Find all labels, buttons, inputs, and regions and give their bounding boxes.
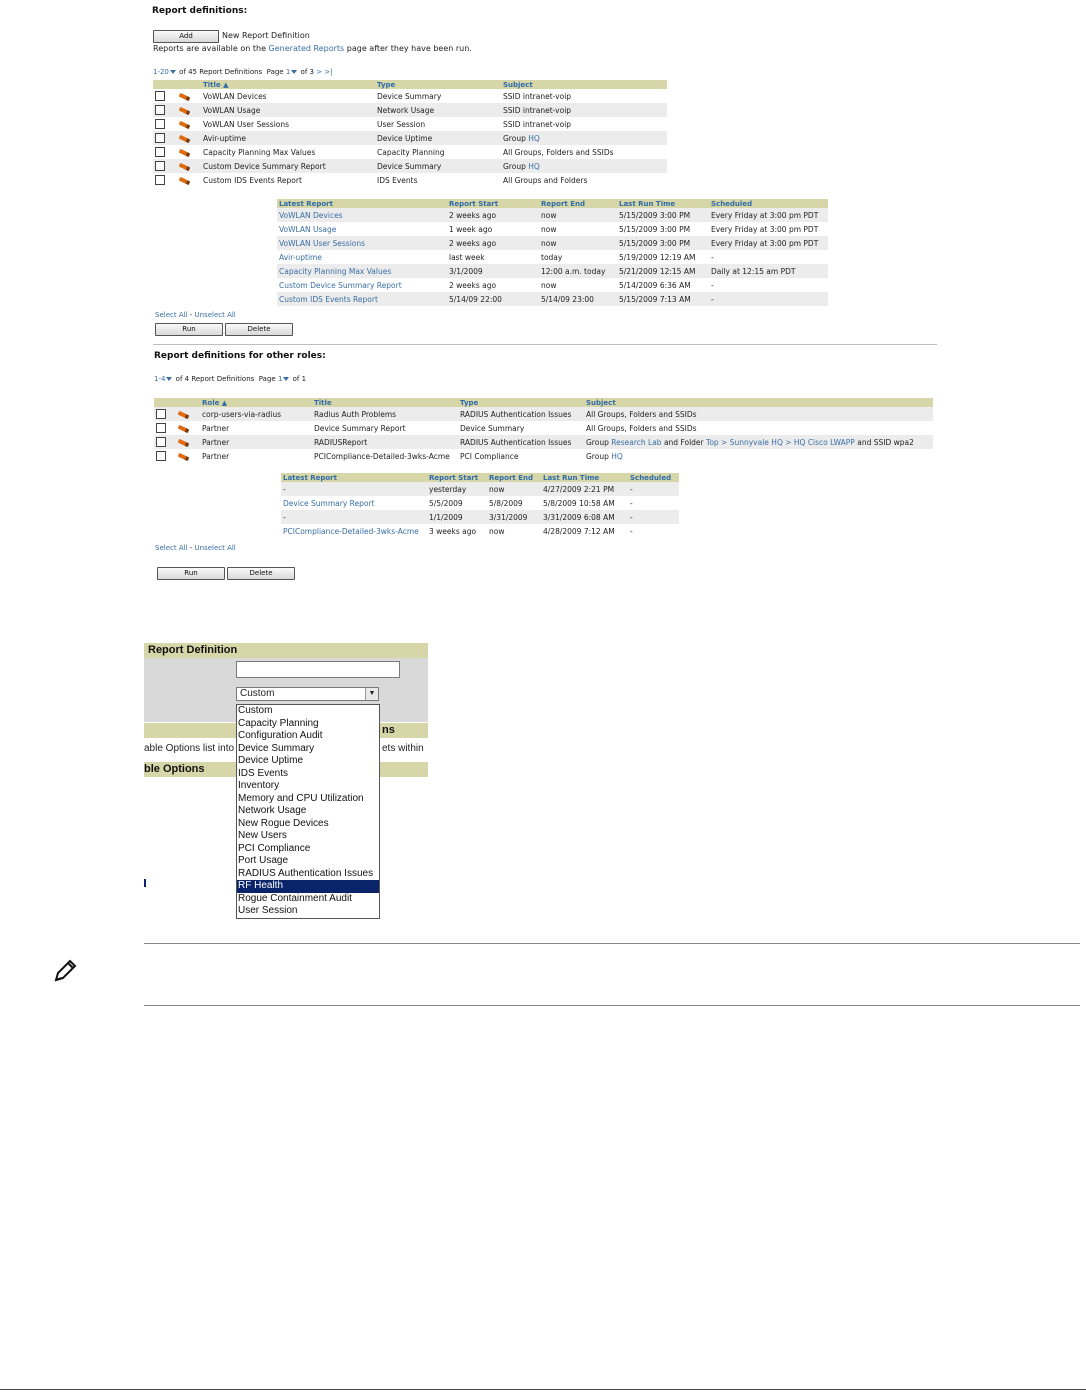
option-pci-compliance[interactable]: PCI Compliance: [238, 842, 311, 854]
latest-report-link[interactable]: PCICompliance-Detailed-3wks-Acme: [283, 526, 419, 536]
unselect-all-link[interactable]: Unselect All: [194, 311, 236, 319]
table-row: [277, 292, 828, 306]
delete-button[interactable]: Delete: [225, 323, 293, 336]
column-last-run[interactable]: Last Run Time: [541, 473, 628, 482]
row-subject: SSID intranet-voip: [503, 119, 572, 129]
page-label: Page: [266, 68, 284, 76]
column-type[interactable]: Type: [458, 398, 584, 407]
table-row: [153, 173, 667, 187]
option-custom[interactable]: Custom: [238, 705, 273, 716]
subject-text: and Folder: [663, 437, 704, 447]
row-subject: [584, 435, 933, 449]
partial-text: able Options list into: [144, 743, 235, 754]
last-run-time: 3/31/2009 6:08 AM: [541, 510, 628, 524]
column-report-end[interactable]: Report End: [539, 199, 617, 208]
latest-report-link[interactable]: Avir-uptime: [279, 252, 322, 262]
row-subject: All Groups and Folders: [503, 175, 588, 185]
dropdown-arrow-icon[interactable]: [283, 377, 289, 381]
subject-link[interactable]: Research Lab: [611, 437, 662, 447]
latest-report-link[interactable]: VoWLAN Usage: [279, 224, 337, 234]
report-start: 1 week ago: [449, 224, 493, 234]
row-title: PCICompliance-Detailed-3wks-Acme: [314, 451, 450, 461]
note-pencil-icon: [52, 958, 78, 984]
table-row: [277, 264, 828, 278]
scheduled: -: [628, 510, 679, 524]
report-start: 1/1/2009: [427, 510, 487, 524]
row-subject: All Groups, Folders and SSIDs: [503, 147, 614, 157]
table-row: [281, 496, 679, 510]
table-header: [281, 473, 679, 482]
table-row: [153, 117, 667, 131]
other-roles-title: Report definitions for other roles:: [154, 351, 326, 361]
option-memory-cpu[interactable]: Memory and CPU Utilization: [238, 792, 364, 804]
report-definitions-title: Report definitions:: [152, 6, 248, 16]
report-start: 5/5/2009: [429, 498, 463, 508]
subject-link[interactable]: Top > Sunnyvale HQ > HQ Cisco LWAPP: [706, 437, 855, 447]
option-rogue-containment-audit[interactable]: Rogue Containment Audit: [238, 892, 352, 904]
report-start: 2 weeks ago: [449, 280, 497, 290]
edit-pencil-icon[interactable]: [178, 452, 190, 460]
last-run-time: 5/15/2009 7:13 AM: [617, 292, 709, 306]
unselect-all-link[interactable]: Unselect All: [194, 544, 236, 552]
last-run-time: 5/8/2009 10:58 AM: [543, 498, 615, 508]
row-type: Capacity Planning: [377, 147, 445, 157]
option-configuration-audit[interactable]: Configuration Audit: [238, 730, 323, 741]
row-subject: All Groups, Folders and SSIDs: [586, 423, 697, 433]
row-role: Partner: [202, 423, 230, 433]
row-checkbox[interactable]: [155, 105, 165, 115]
table-row: [277, 222, 828, 236]
scheduled: Daily at 12:15 am PDT: [709, 264, 828, 278]
table-row: [153, 89, 667, 103]
table-row: [153, 131, 667, 145]
row-title: Avir-uptime: [201, 131, 375, 145]
table-row: [154, 449, 933, 463]
option-network-usage[interactable]: Network Usage: [238, 805, 307, 816]
edit-pencil-icon[interactable]: [179, 148, 191, 156]
column-last-run[interactable]: Last Run Time: [617, 199, 709, 208]
row-subject: SSID intranet-voip: [501, 103, 667, 117]
table-row: [153, 159, 667, 173]
add-button[interactable]: Add: [153, 30, 219, 43]
page-label: Page: [258, 375, 276, 383]
chevron-down-icon[interactable]: ▼: [365, 688, 378, 700]
row-role: corp-users-via-radius: [200, 407, 312, 421]
section-divider: [153, 344, 937, 345]
subject-text: Group: [586, 451, 609, 461]
row-subject: SSID intranet-voip: [503, 91, 572, 101]
last-run-time: 5/15/2009 3:00 PM: [617, 236, 709, 250]
delete-button[interactable]: Delete: [227, 567, 295, 580]
page-dropdown[interactable]: 1: [277, 375, 283, 383]
row-type: PCI Compliance: [460, 451, 519, 461]
report-details-table: [277, 199, 828, 306]
report-definition-title: Report Definition: [144, 643, 428, 658]
column-report-end[interactable]: Report End: [487, 473, 541, 482]
dropdown-arrow-icon[interactable]: [166, 377, 172, 381]
option-radius-auth-issues[interactable]: RADIUS Authentication Issues: [238, 867, 374, 879]
last-run-time: 5/19/2009 12:19 AM: [619, 252, 696, 262]
row-title: Radius Auth Problems: [312, 407, 458, 421]
row-role: Partner: [202, 451, 230, 461]
select-all-link[interactable]: Select All: [155, 544, 188, 552]
row-title: Custom Device Summary Report: [201, 159, 375, 173]
page-of: of 3: [300, 68, 314, 76]
row-title: Capacity Planning Max Values: [203, 147, 316, 157]
row-role: Partner: [200, 435, 312, 449]
note-bottom-rule: [144, 1005, 1080, 1006]
scheduled: Every Friday at 3:00 pm PDT: [709, 236, 828, 250]
scheduled: Every Friday at 3:00 pm PDT: [711, 224, 819, 234]
pagination-count: of 4 Report Definitions: [175, 375, 255, 383]
generated-reports-info: [153, 44, 472, 53]
report-type-selected: Custom: [240, 688, 275, 699]
last-run-time: 5/21/2009 12:15 AM: [617, 264, 709, 278]
column-report-start[interactable]: Report Start: [447, 199, 539, 208]
table-row: [277, 278, 828, 292]
last-run-time: 4/27/2009 2:21 PM: [541, 482, 628, 496]
report-end: now: [541, 280, 557, 290]
page-dropdown[interactable]: 1: [285, 68, 291, 76]
report-start: yesterday: [427, 482, 487, 496]
latest-report: -: [281, 482, 427, 496]
report-definition-panel: [144, 643, 428, 921]
row-type: Device Uptime: [375, 131, 501, 145]
note-pencil-icon: [52, 958, 78, 984]
subject-text: Group: [503, 161, 526, 171]
report-end: now: [487, 482, 541, 496]
range-dropdown[interactable]: 1-20: [153, 68, 169, 76]
option-inventory[interactable]: Inventory: [238, 780, 280, 791]
dropdown-arrow-icon[interactable]: [291, 70, 297, 74]
option-ids-events[interactable]: IDS Events: [238, 767, 289, 779]
run-button[interactable]: Run: [157, 567, 225, 580]
scheduled: Every Friday at 3:00 pm PDT: [709, 208, 828, 222]
row-type: Device Summary: [375, 159, 501, 173]
row-checkbox[interactable]: [155, 119, 165, 129]
row-type: Network Usage: [375, 103, 501, 117]
report-type-select[interactable]: [236, 687, 379, 701]
option-capacity-planning[interactable]: Capacity Planning: [238, 717, 319, 729]
report-end: now: [541, 224, 557, 234]
report-name-input[interactable]: [236, 661, 400, 678]
report-start: 2 weeks ago: [447, 236, 539, 250]
edit-pencil-icon[interactable]: [179, 162, 191, 170]
info-suffix: page after they have been run.: [346, 44, 472, 53]
row-type: RADIUS Authentication Issues: [458, 435, 584, 449]
row-checkbox[interactable]: [156, 451, 166, 461]
other-roles-table: [154, 398, 933, 463]
row-type: User Session: [377, 119, 426, 129]
note-top-rule: [144, 943, 1080, 944]
report-start: last week: [449, 252, 485, 262]
option-rf-health[interactable]: RF Health: [237, 880, 379, 893]
report-end: 5/14/09 23:00: [539, 292, 617, 306]
last-run-time: 5/15/2009 3:00 PM: [619, 224, 691, 234]
edit-pencil-icon[interactable]: [179, 134, 191, 142]
page-of: of 1: [292, 375, 307, 383]
edit-pencil-icon[interactable]: [179, 92, 191, 100]
subject-text: Group: [586, 437, 609, 447]
edit-pencil-icon[interactable]: [179, 120, 191, 128]
latest-report-link[interactable]: Capacity Planning Max Values: [277, 264, 447, 278]
option-device-uptime[interactable]: Device Uptime: [238, 755, 304, 766]
report-end: now: [489, 526, 505, 536]
row-subject: [501, 131, 667, 145]
edit-pencil-icon[interactable]: [178, 410, 190, 418]
column-latest-report[interactable]: Latest Report: [277, 199, 447, 208]
partial-text: ets within: [382, 743, 424, 754]
table-row: [277, 236, 828, 250]
table-row: [154, 421, 933, 435]
table-row: [281, 510, 679, 524]
row-checkbox[interactable]: [156, 423, 166, 433]
table-row: [277, 208, 828, 222]
last-run-time: 5/15/2009 3:00 PM: [617, 208, 709, 222]
pagination-1: [153, 68, 333, 76]
select-links-2: Select All - Unselect All: [155, 544, 236, 552]
option-port-usage[interactable]: Port Usage: [238, 855, 289, 866]
row-type: IDS Events: [377, 175, 418, 185]
subject-link[interactable]: HQ: [528, 161, 540, 171]
report-type-dropdown-list[interactable]: [236, 704, 380, 919]
row-type: Device Summary: [377, 91, 442, 101]
column-scheduled[interactable]: Scheduled: [628, 473, 679, 482]
info-prefix: Reports are available on the: [153, 44, 266, 53]
table-row: [154, 435, 933, 449]
column-latest-report[interactable]: Latest Report: [281, 473, 427, 482]
last-run-time: 5/14/2009 6:36 AM: [619, 280, 691, 290]
scroll-edge: [144, 879, 146, 887]
row-checkbox[interactable]: [156, 437, 166, 447]
other-roles-details-table: [281, 473, 679, 538]
option-new-rogue-devices[interactable]: New Rogue Devices: [238, 817, 329, 829]
table-row: [277, 250, 828, 264]
table-row: [153, 103, 667, 117]
row-title: Device Summary Report: [314, 423, 406, 433]
report-start: 2 weeks ago: [447, 208, 539, 222]
column-report-start[interactable]: Report Start: [427, 473, 487, 482]
row-checkbox[interactable]: [155, 161, 165, 171]
range-dropdown[interactable]: 1-4: [154, 375, 166, 383]
table-row: [154, 407, 933, 421]
row-title: RADIUSReport: [312, 435, 458, 449]
row-title: VoWLAN Usage: [201, 103, 375, 117]
report-end: today: [541, 252, 563, 262]
latest-report-link[interactable]: Device Summary Report: [283, 498, 375, 508]
report-end: 5/8/2009: [489, 498, 523, 508]
column-title[interactable]: Title: [312, 398, 458, 407]
latest-report-link[interactable]: VoWLAN Devices: [277, 208, 447, 222]
report-start: 3/1/2009: [447, 264, 539, 278]
scheduled: -: [630, 526, 633, 536]
row-checkbox[interactable]: [155, 175, 165, 185]
report-definitions-table: [153, 80, 667, 187]
subject-text: Group: [503, 133, 526, 143]
latest-report: -: [281, 510, 427, 524]
select-links-1: Select All - Unselect All: [155, 311, 236, 319]
run-button[interactable]: Run: [155, 323, 223, 336]
next-page-link[interactable]: >: [316, 68, 323, 76]
row-title: VoWLAN User Sessions: [203, 119, 290, 129]
row-checkbox[interactable]: [155, 91, 165, 101]
pagination-2: [154, 375, 306, 383]
row-title: Custom IDS Events Report: [203, 175, 302, 185]
option-user-session[interactable]: User Session: [238, 905, 298, 916]
report-start: 5/14/09 22:00: [447, 292, 539, 306]
row-title: VoWLAN Devices: [203, 91, 267, 101]
row-checkbox[interactable]: [156, 409, 166, 419]
table-row: [153, 145, 667, 159]
scheduled: -: [628, 482, 679, 496]
column-subject[interactable]: Subject: [501, 80, 667, 89]
option-new-users[interactable]: New Users: [238, 830, 287, 841]
row-type: Device Summary: [460, 423, 525, 433]
row-checkbox[interactable]: [155, 147, 165, 157]
table-row: [281, 524, 679, 538]
last-page-link[interactable]: >|: [324, 68, 333, 76]
dropdown-arrow-icon[interactable]: [170, 70, 176, 74]
latest-report-link[interactable]: Custom IDS Events Report: [277, 292, 447, 306]
last-run-time: 4/28/2009 7:12 AM: [543, 526, 615, 536]
subject-link[interactable]: HQ: [611, 451, 623, 461]
subject-link[interactable]: HQ: [528, 133, 540, 143]
latest-report-link[interactable]: Custom Device Summary Report: [279, 280, 402, 290]
latest-report-link[interactable]: VoWLAN User Sessions: [277, 236, 447, 250]
report-end: 12:00 a.m. today: [539, 264, 617, 278]
subject-text: and SSID wpa2: [857, 437, 914, 447]
page-bottom-rule: [0, 1389, 1086, 1390]
row-type: RADIUS Authentication Issues: [458, 407, 584, 421]
scheduled: -: [630, 498, 633, 508]
row-subject: [584, 449, 933, 463]
table-row: [281, 482, 679, 496]
column-subject[interactable]: Subject: [584, 398, 933, 407]
table-header: [153, 80, 667, 89]
report-start: 3 weeks ago: [429, 526, 477, 536]
partial-header-text: ns: [382, 724, 395, 736]
report-end: now: [539, 208, 617, 222]
scheduled: -: [709, 292, 828, 306]
column-role[interactable]: Role ▲: [200, 398, 312, 407]
table-header: [154, 398, 933, 407]
select-all-link[interactable]: Select All: [155, 311, 188, 319]
column-title[interactable]: Title ▲: [201, 80, 375, 89]
report-end: 3/31/2009: [487, 510, 541, 524]
partial-header-text: ble Options: [144, 763, 205, 775]
scheduled: -: [711, 280, 714, 290]
column-scheduled[interactable]: Scheduled: [709, 199, 828, 208]
row-subject: [501, 159, 667, 173]
column-type[interactable]: Type: [375, 80, 501, 89]
pagination-count: of 45 Report Definitions: [179, 68, 263, 76]
edit-pencil-icon[interactable]: [179, 106, 191, 114]
row-checkbox[interactable]: [155, 133, 165, 143]
row-subject: All Groups, Folders and SSIDs: [584, 407, 933, 421]
new-report-label: New Report Definition: [222, 31, 310, 40]
option-device-summary[interactable]: Device Summary: [238, 742, 315, 754]
generated-reports-link[interactable]: Generated Reports: [268, 44, 345, 53]
edit-pencil-icon[interactable]: [178, 438, 190, 446]
edit-pencil-icon[interactable]: [179, 176, 191, 184]
report-end: now: [539, 236, 617, 250]
scheduled: -: [711, 252, 714, 262]
table-header: [277, 199, 828, 208]
edit-pencil-icon[interactable]: [178, 424, 190, 432]
